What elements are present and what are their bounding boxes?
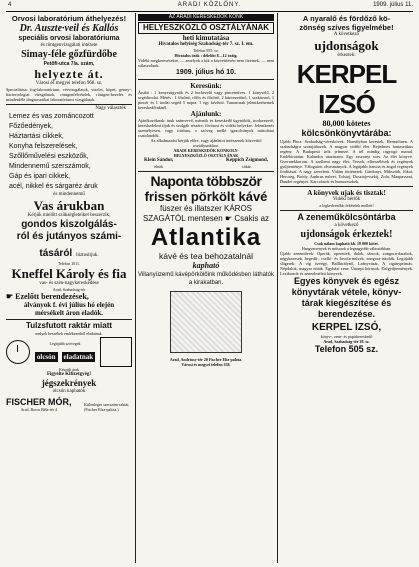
ad-text: Kérjük mielőtt szükségleteiket beszerzik, (27, 213, 111, 218)
ad-text: Hivatalos órák : délelőtt 8—12 óráig. (174, 53, 238, 58)
ad-text: érkeztek: (337, 53, 356, 58)
pointing-hand-icon: ☛ (224, 214, 233, 223)
ad-text: olcsón kaphatók (52, 389, 86, 394)
ad-subtitle: speciális orvosi laboratóriuma (18, 35, 120, 42)
ad-ironware (6, 105, 132, 320)
badge: olcsón (36, 352, 56, 361)
badge: eladatnak (63, 352, 94, 361)
ad-headline: tárak kiegészítése és (301, 298, 392, 308)
list-item: Mindennemű szerszámok, (9, 163, 91, 170)
ad-text: jégszekrények (41, 378, 97, 388)
ad-headline: ujdonságok érkeztek! (300, 229, 393, 240)
clock-icon (6, 340, 30, 364)
ad-address: Arad, Szabadság-tér (52, 287, 86, 292)
arrow-icon: ☛ (6, 292, 14, 301)
list-item: Szőllőművelési eszközők, (9, 153, 89, 160)
section-heading: Ajánlunk: (190, 110, 222, 118)
ad-text: álványok f. évi július hó elején (23, 301, 115, 309)
ad-address: Arad, Boros Béla-tér 4 (20, 407, 57, 412)
ad-header: AZ ARADI KERESKEDŐK KONK (138, 14, 274, 21)
page-number: 4 (8, 2, 12, 8)
list-item: Főzőedények, (9, 123, 53, 130)
ad-text: Vidéki bérlők (332, 197, 361, 202)
column-left (6, 13, 132, 563)
ad-street: Petőfi-utca 7/a. szám, (43, 61, 95, 67)
ad-text: Villanyüzemű kávépörkölőink működésben láthatók a kirakatban. (138, 272, 274, 286)
ad-subtitle: vas- és szén-nagykereskedése (39, 281, 99, 286)
ad-phone: Városi és megyei telefon 358. (181, 362, 231, 367)
ad-text: Hivatalos helyiség Szabadság-tér 7. sz. I. em. (158, 42, 254, 47)
ad-text: tásáról (39, 248, 73, 259)
ad-text: Különleges szerszám-raktár, (Fischer Elza-palota.) (84, 402, 130, 412)
ad-text: mérsékelt áron eladók. (34, 309, 104, 317)
column-right (280, 13, 413, 563)
ad-title: A zeneműkölcsöntárba (297, 212, 396, 222)
ad-text: ról és jutányos számi- (16, 231, 122, 242)
ad-headline: helyezte át. (34, 67, 104, 81)
ad-body: Újabb zeneművek: Operák, operettek, dalok, táncok, zongora-darabok, négykezesek, hegedű-, cselló- és fuvola-művek, zongora-iskolák. Legújabb slágerek: A víg özvegy, Ballkirálynő, Leányvásár, A cigányprímás. Népdalok, magyar nóták. Egyházi zene. Ünnepi kórusok. Dalgyűjtemények. Lexikonok és zeneelméleti könyvek. (280, 251, 413, 276)
ad-text: ARADI KERESKEDŐK KONKOLY- (173, 148, 239, 153)
ad-name: Dr. Auszte·veil és Kallós (19, 23, 119, 34)
ad-address: Arad, Andrássy-tér 20 Fischer Eliz-palota. (169, 357, 243, 362)
ad-text: füszer és illatszer KÁROS (159, 204, 253, 213)
signature-role: elnök (154, 164, 164, 169)
ad-phone: Városi és megyei telefon 968. sz. (35, 81, 103, 86)
coffee-roaster-illustration (170, 291, 242, 353)
ad-text: kapható (192, 261, 220, 270)
list-item: Gáp és ipari cikkek, (9, 173, 71, 180)
ad-headline: ujdonságok (314, 38, 379, 53)
ad-headline: könyvtárak vétele, könyv- (291, 287, 402, 297)
ad-text: Legújabb szövegek (49, 340, 81, 346)
ad-text: HELYESZKÖZLŐ OSZTÁLYÁNAK (173, 153, 239, 158)
ad-cooling (6, 320, 132, 414)
ad-subtitle: heti kimutatása (182, 34, 230, 42)
ad-brand: KERPEL IZSÓ (296, 59, 397, 119)
ad-text: ☛ Ezelőtt berendezések, (6, 292, 89, 301)
ad-body: Ujabb Phoz: Szabadság-véreskövek. Homályban kerestek, Hermelinen. A szabadságra szomjúhozók. A magyar vidéki élet. Rejtelmes fantasztikus regény. A Budapesti írók jelmeze. A tél mindig ragyogó marad. Emlékirataim. Kalandos utazásaim. Egy asszonyi sors. Az élet könyve. Gyermekkorom. A szellemi nagy élet. Versek, elbeszélések és regények gyűjteménye. Válogatott olvasmányok. A legújabb francia és angol regények fordításai. A nagy szerelem. Vidám történetek. Gárdonyi, Mikszáth, Jókai, Herczeg, Bródy, Ambrus művei, Tolstoj, Dosztojevszkij, Zola, Maupassant, Daudet regényei. Karcolatok és humoreszkek. (280, 139, 413, 184)
ad-text: biztosítjuk. (76, 253, 99, 258)
ad-text: 80,000 kötetes (322, 119, 371, 128)
ad-title: A nyaralő és fördőző kö- (302, 14, 391, 23)
ad-text: Figyelte Kifizetgyég! (46, 372, 91, 377)
ad-title: HELYESZKÖZLŐ OSZTÁLYÁNAK (138, 22, 274, 34)
list-item: Lemez és vas zománcozott (9, 113, 94, 120)
ad-laboratory (6, 13, 132, 105)
ad-name: FISCHER MÓR, (6, 397, 72, 407)
signature-role: titkár. (242, 164, 252, 169)
ad-body: Árubá : 1 kenyerügynök és 2 borkezelő vagy pinceműves. 1 könyvelő, 2 segédirodai. Mérés : 1 főzőnő, rőfös és főzőnő, 2 házvezetőnő, 1 szakácsnő, 1 pincér és 1 irodai segéd 5 napra. 1 egy kézfutó. Tanoncnak jelentkezhetnek kereskedőinknél. (138, 90, 274, 110)
ad-text: Csak nálam kapható kb. 18 000 kötet. (314, 241, 379, 246)
ad-phone: Telefon 505 sz. (314, 344, 379, 354)
ad-text: és röntgenvizsgálati intézete (40, 43, 98, 48)
list-item: Konyha felszerelések, (9, 143, 78, 150)
ad-name: KERPEL IZSÓ, (311, 322, 382, 333)
list-item: Háztartási cikkek, (9, 133, 64, 140)
ad-item-list (6, 112, 132, 192)
ad-text: Hangversenyek és műsorok a legnagyobb választékban. (301, 246, 392, 251)
ad-brand: Simay-féle gőzfürdőbe (21, 49, 117, 60)
ad-text: Készült árak (58, 367, 80, 372)
ad-text: SZAGÁTÓL mentesen ☛ Csakis az (142, 214, 270, 223)
ad-title: Nagy választék (95, 106, 126, 111)
ad-employment-office (138, 13, 274, 172)
ad-coffee (138, 172, 274, 369)
ad-phone: Telefon 955. sz. (193, 48, 219, 53)
ad-body: Ajánlkozóknak: áruk számvevő, mérnök és kereskedő ügynökök, irodavezető, kereskedelmi ifjak és szolgák részére, fővárosi és vidéki helyekre. Jelentkezés személyesen, vagy írásban, a szöveg mellé igazolványok másolatai csatolandók. (138, 118, 274, 138)
ad-body: Specialitása: fog-laboratórium, vérvizsgálatok, vizelet, köpet, genny-, bacteriologiai vizsgálatok, röntgenfelvételek, röntgen-kezelés és mindenféle diagnosztikai laboratóriumi vizsgálatok. (6, 87, 132, 102)
column-middle (138, 13, 274, 563)
ad-text: a legkedvezőbb feltételek mellett! (319, 203, 374, 208)
ad-title: zönség szíves figyelmébe! (299, 23, 394, 32)
ad-subtitle: kölcsönkönyvtárába: (301, 128, 392, 138)
signature-name: Keppich Zsigmond, (226, 158, 268, 163)
ad-subtitle: könyv-, zene- és papírkereskedő (320, 334, 373, 339)
ad-text: melyek beszéltek emlékezetből eladatnak. (35, 331, 103, 336)
ad-phone: Telefon 1011. (57, 261, 80, 266)
ad-body: Vidéki megkeresésekre, — amelyek a kik a közvetítésért nem fizetnek, — nem válaszolunk. (138, 58, 274, 68)
issue-date: 1909. július 11. (373, 2, 413, 8)
paper-title: ARADI KÖZLÖNY. (177, 2, 242, 8)
column-divider (277, 13, 278, 563)
ad-headline: Egyes könyvek és egész (293, 276, 400, 286)
ad-text: és mindennemű (53, 192, 85, 197)
ad-band: Vas árukban (33, 198, 105, 213)
ad-music (280, 211, 413, 357)
divider (138, 79, 274, 80)
ad-text: A következő (333, 32, 360, 37)
ad-brand: Atlantika (150, 224, 262, 251)
ad-text: A könyvek ujak és tisztak! (307, 189, 386, 197)
ad-headline: Naponta többször (150, 173, 262, 189)
header-rule (6, 11, 413, 12)
section-heading: Keresünk: (190, 82, 222, 90)
ad-text: a következő (334, 223, 359, 228)
list-item: acél, nikkel és sárgaréz áruk (9, 183, 98, 190)
ad-text: gondos kiszolgálás- (21, 219, 117, 230)
column-divider (135, 13, 136, 563)
ad-library (280, 13, 413, 211)
icebox-icon (100, 337, 132, 367)
ad-headline: berendezése. (317, 309, 376, 319)
ad-note: Az alkalmazást kérjük előre, vagy ajánlatot intézzenek közvetítő osztályunkhoz. (150, 138, 262, 148)
ad-title: Orvosi laboratórium áthelyezés! (11, 14, 127, 23)
ad-date: 1909. július hó 10. (176, 69, 236, 76)
ad-text: kávé és tea behozatalnál (158, 251, 254, 261)
ad-headline: frissen pörkölt kávé (144, 189, 268, 204)
signature-name: Klein Sándor, (144, 158, 174, 163)
ad-address: Arad, Szabadság-tér 18. sz. (323, 339, 370, 344)
ad-name: Kneffel Károly és fia (11, 266, 127, 281)
ad-title: Tulzsfutott raktár miatt (25, 321, 113, 330)
divider (280, 186, 413, 187)
